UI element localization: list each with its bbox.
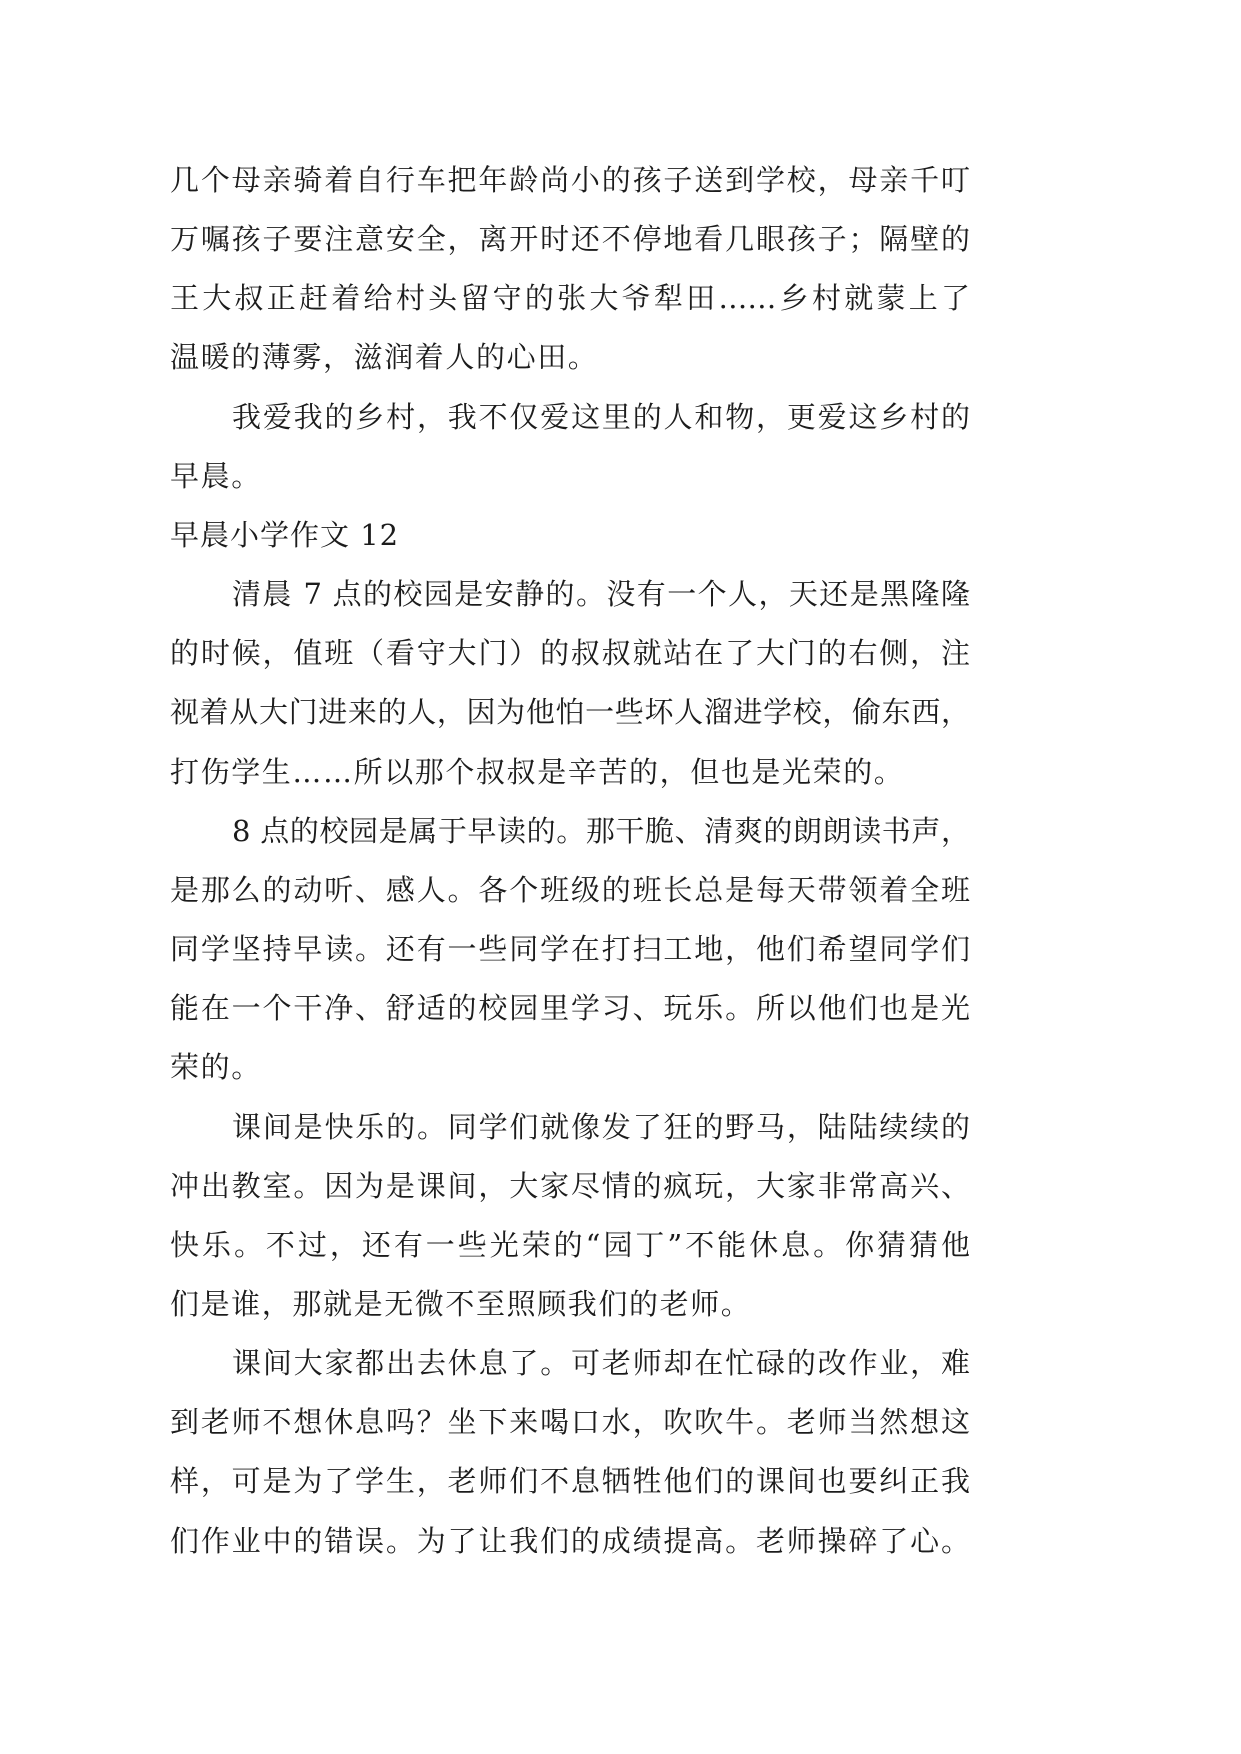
text-line: 8 点的校园是属于早读的。那干脆、清爽的朗朗读书声， [232,813,970,848]
document-body [170,151,970,1571]
text-line: 早晨。 [170,458,262,493]
text-line: 万嘱孩子要注意安全，离开时还不停地看几眼孩子；隔壁的 [170,222,970,257]
text-line: 是那么的动听、感人。各个班级的班长总是每天带领着全班 [170,872,970,907]
text-line: 几个母亲骑着自行车把年龄尚小的孩子送到学校，母亲千叮 [170,163,970,197]
text-line: 同学坚持早读。还有一些同学在打扫工地，他们希望同学们 [170,932,970,967]
paragraph [170,565,970,802]
text-line: 课间是快乐的。同学们就像发了狂的野马，陆陆续续的 [232,1109,970,1144]
text-line: 能在一个干净、舒适的校园里学习、玩乐。所以他们也是光 [170,991,970,1026]
paragraph [170,388,970,506]
text-line: 清晨 7 点的校园是安静的。没有一个人，天还是黑隆隆 [232,577,970,612]
text-line: 们是谁，那就是无微不至照顾我们的老师。 [170,1286,752,1321]
text-line: 荣的。 [170,1050,262,1085]
text-line: 样，可是为了学生，老师们不息牺牲他们的课间也要纠正我 [170,1464,970,1499]
text-line: 温暖的薄雾，滋润着人的心田。 [170,340,599,375]
paragraph [170,1334,970,1571]
text-line: 打伤学生……所以那个叔叔是辛苦的，但也是光荣的。 [170,754,905,789]
text-line: 快乐。不过，还有一些光荣的“园丁”不能休息。你猜猜他 [170,1227,970,1262]
paragraph [170,802,970,1098]
section-heading: 早晨小学作文 12 [170,517,400,552]
text-line: 的时候，值班（看守大门）的叔叔就站在了大门的右侧，注 [170,636,970,671]
text-line: 冲出教室。因为是课间，大家尽情的疯玩，大家非常高兴、 [170,1168,970,1203]
text-line: 们作业中的错误。为了让我们的成绩提高。老师操碎了心。 [170,1523,970,1558]
text-line: 王大叔正赶着给村头留守的张大爷犁田……乡村就蒙上了 [170,281,970,316]
paragraph [170,1098,970,1335]
text-line: 我爱我的乡村，我不仅爱这里的人和物，更爱这乡村的 [232,399,970,434]
text-line: 视着从大门进来的人，因为他怕一些坏人溜进学校，偷东西， [170,695,970,730]
paragraph [170,151,970,388]
text-line: 课间大家都出去休息了。可老师却在忙碌的改作业，难 [232,1346,970,1381]
text-line: 到老师不想休息吗？坐下来喝口水，吹吹牛。老师当然想这 [170,1405,970,1440]
